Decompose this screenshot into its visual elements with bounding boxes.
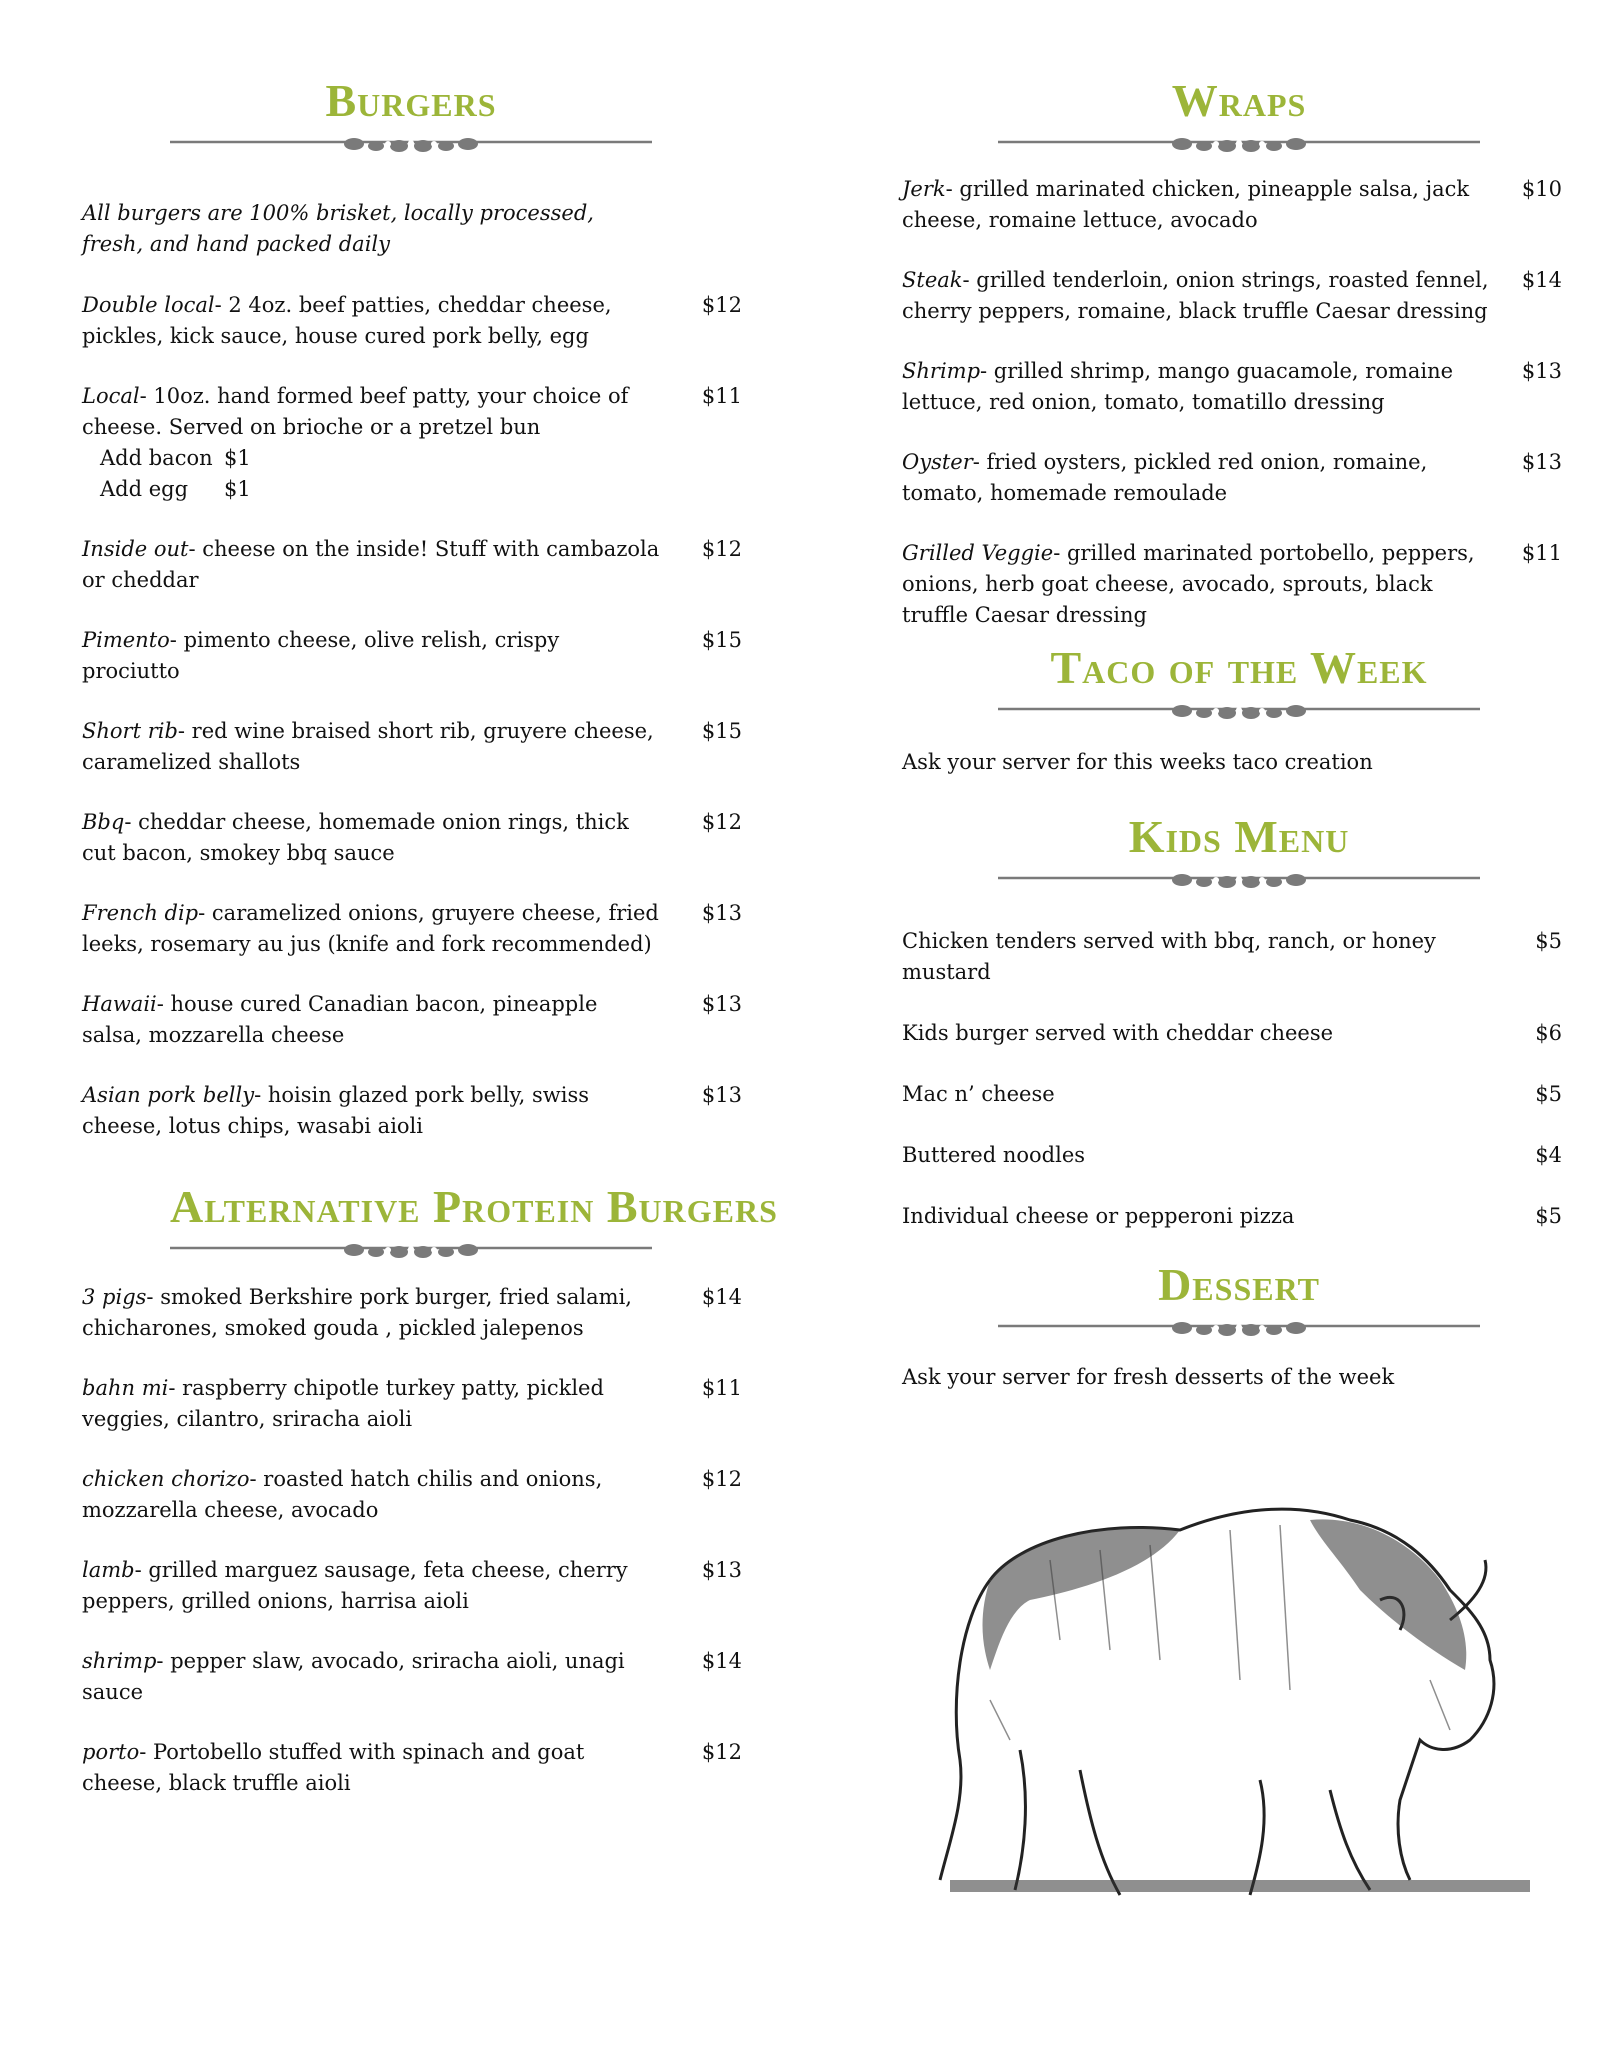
item-description xyxy=(82,1646,662,1708)
divider-ornament xyxy=(170,1238,652,1262)
addon-price: $1 xyxy=(224,446,251,470)
item-name: Steak xyxy=(902,268,963,292)
item-details: - 2 4oz. beef patties, cheddar cheese, pickles, kick sauce, house cured pork belly, egg xyxy=(82,293,612,348)
dessert-title: Dessert xyxy=(1158,1259,1320,1310)
dessert-text: Ask your server for fresh desserts of the week xyxy=(902,1365,1395,1389)
item-details: - caramelized onions, gruyere cheese, fried leeks, rosemary au jus (knife and fork recommended) xyxy=(82,901,659,956)
item-description xyxy=(82,716,662,778)
item-details: - 10oz. hand formed beef patty, your choice of cheese. Served on brioche or a pretzel bun xyxy=(82,384,629,439)
item-details: - grilled marguez sausage, feta cheese, cherry peppers, grilled onions, harrisa aioli xyxy=(82,1558,628,1613)
burgers-title: Burgers xyxy=(325,75,497,126)
dessert-header xyxy=(998,1259,1480,1340)
kids-list xyxy=(902,926,1562,1232)
item-details: - fried oysters, pickled red onion, romaine, tomato, homemade remoulade xyxy=(902,450,1428,505)
item-details: - pimento cheese, olive relish, crispy prociutto xyxy=(82,628,560,683)
item-name: chicken chorizo xyxy=(82,1467,250,1491)
item-name: Local xyxy=(82,384,140,408)
item-details: - red wine braised short rib, gruyere cheese, caramelized shallots xyxy=(82,719,654,774)
burgers-list xyxy=(82,290,742,1142)
wraps-list xyxy=(902,174,1562,631)
item-price: $15 xyxy=(701,628,742,652)
item-price: $14 xyxy=(701,1285,742,1309)
item-description xyxy=(82,1282,662,1344)
kids-item xyxy=(902,1140,1562,1171)
item-price: $10 xyxy=(1521,177,1562,201)
item-description xyxy=(902,538,1492,631)
kids-item-label: Buttered noodles xyxy=(902,1143,1086,1167)
burgers-item xyxy=(82,807,742,869)
item-details: - grilled tenderloin, onion strings, roasted fennel, cherry peppers, romaine, black truffle Caesar dressing xyxy=(902,268,1489,323)
item-price: $13 xyxy=(701,901,742,925)
item-details: - grilled shrimp, mango guacamole, romaine lettuce, red onion, tomato, tomatillo dressing xyxy=(902,359,1454,414)
item-price: $13 xyxy=(1521,450,1562,474)
item-price: $12 xyxy=(701,537,742,561)
item-price: $14 xyxy=(1521,268,1562,292)
alt-item xyxy=(82,1555,742,1617)
wraps-header xyxy=(998,75,1480,156)
item-details: - Portobello stuffed with spinach and goat cheese, black truffle aioli xyxy=(82,1740,585,1795)
burgers-item xyxy=(82,898,742,960)
item-description xyxy=(82,290,662,352)
item-details: - cheddar cheese, homemade onion rings, thick cut bacon, smokey bbq sauce xyxy=(82,810,629,865)
item-description xyxy=(82,898,662,960)
addon-row xyxy=(82,443,742,474)
item-details: - grilled marinated chicken, pineapple salsa, jack cheese, romaine lettuce, avocado xyxy=(902,177,1470,232)
item-price: $13 xyxy=(701,992,742,1016)
item-details: - raspberry chipotle turkey patty, pickled veggies, cilantro, sriracha aioli xyxy=(82,1376,604,1431)
item-price: $13 xyxy=(701,1558,742,1582)
kids-item xyxy=(902,1018,1562,1049)
item-description xyxy=(82,989,662,1051)
item-name: Pimento xyxy=(82,628,170,652)
burgers-intro: All burgers are 100% brisket, locally processed, fresh, and hand packed daily xyxy=(82,201,594,256)
item-price: $13 xyxy=(701,1083,742,1107)
burgers-item xyxy=(82,716,742,778)
item-price: $11 xyxy=(1521,541,1562,565)
item-description xyxy=(82,1464,662,1526)
kids-item xyxy=(902,926,1562,988)
divider-ornament xyxy=(998,132,1480,156)
item-name: 3 pigs xyxy=(82,1285,147,1309)
addon-row xyxy=(82,474,742,505)
item-description xyxy=(902,174,1492,236)
item-name: Short rib xyxy=(82,719,178,743)
item-price: $11 xyxy=(701,384,742,408)
item-description xyxy=(82,807,662,869)
item-name: French dip xyxy=(82,901,199,925)
item-details: - grilled marinated portobello, peppers, onions, herb goat cheese, avocado, sprouts, black truffle Caesar dressing xyxy=(902,541,1475,627)
alt-item xyxy=(82,1646,742,1708)
kids-item xyxy=(902,1079,1562,1110)
divider-ornament xyxy=(170,132,652,156)
item-name: Shrimp xyxy=(902,359,981,383)
bison-illustration xyxy=(930,1500,1530,1920)
item-description xyxy=(82,1373,662,1435)
item-name: Asian pork belly xyxy=(82,1083,255,1107)
burgers-item xyxy=(82,989,742,1051)
item-price: $13 xyxy=(1521,359,1562,383)
item-price: $15 xyxy=(701,719,742,743)
item-name: shrimp xyxy=(82,1649,157,1673)
item-details: - hoisin glazed pork belly, swiss cheese, lotus chips, wasabi aioli xyxy=(82,1083,589,1138)
right-column xyxy=(902,0,1562,1393)
divider-ornament xyxy=(998,1316,1480,1340)
item-name: bahn mi xyxy=(82,1376,169,1400)
left-column xyxy=(82,0,778,1799)
item-details: - roasted hatch chilis and onions, mozzarella cheese, avocado xyxy=(82,1467,603,1522)
kids-header xyxy=(998,811,1480,892)
item-details: - house cured Canadian bacon, pineapple salsa, mozzarella cheese xyxy=(82,992,598,1047)
addon-label: Add egg xyxy=(100,477,189,501)
item-details: - smoked Berkshire pork burger, fried salami, chicharones, smoked gouda , pickled jalepenos xyxy=(82,1285,632,1340)
wraps-item xyxy=(902,538,1562,631)
item-details: - cheese on the inside! Stuff with cambazola or cheddar xyxy=(82,537,660,592)
item-name: Grilled Veggie xyxy=(902,541,1054,565)
kids-item xyxy=(902,1201,1562,1232)
item-description xyxy=(902,356,1492,418)
kids-title: Kids Menu xyxy=(1128,811,1350,862)
burgers-item xyxy=(82,625,742,687)
item-name: Hawaii xyxy=(82,992,157,1016)
kids-item-price: $6 xyxy=(1535,1021,1562,1045)
kids-item-label: Chicken tenders served with bbq, ranch, or honey mustard xyxy=(902,929,1436,984)
burgers-item xyxy=(82,290,742,352)
burgers-item xyxy=(82,1080,742,1142)
divider-ornament xyxy=(998,699,1480,723)
item-price: $12 xyxy=(701,293,742,317)
kids-item-price: $5 xyxy=(1535,1204,1562,1228)
alt-item xyxy=(82,1737,742,1799)
item-description xyxy=(82,1737,662,1799)
item-price: $12 xyxy=(701,1467,742,1491)
alt-title: Alternative Protein Burgers xyxy=(170,1181,778,1232)
alt-header xyxy=(170,1181,778,1262)
kids-item-label: Kids burger served with cheddar cheese xyxy=(902,1021,1334,1045)
alt-item xyxy=(82,1373,742,1435)
divider-ornament xyxy=(998,868,1480,892)
kids-item-price: $5 xyxy=(1535,1082,1562,1106)
item-name: Oyster xyxy=(902,450,973,474)
addon-label: Add bacon xyxy=(100,446,213,470)
item-name: lamb xyxy=(82,1558,135,1582)
burgers-item xyxy=(82,534,742,596)
item-name: Double local xyxy=(82,293,215,317)
kids-item-price: $4 xyxy=(1535,1143,1562,1167)
taco-text: Ask your server for this weeks taco creation xyxy=(902,750,1373,774)
kids-item-label: Individual cheese or pepperoni pizza xyxy=(902,1204,1295,1228)
item-name: Inside out xyxy=(82,537,189,561)
wraps-item xyxy=(902,447,1562,509)
item-details: - pepper slaw, avocado, sriracha aioli, unagi sauce xyxy=(82,1649,625,1704)
wraps-item xyxy=(902,265,1562,327)
item-price: $14 xyxy=(701,1649,742,1673)
taco-title: Taco of the Week xyxy=(1050,642,1428,693)
taco-header xyxy=(998,642,1480,723)
item-description xyxy=(82,1080,662,1142)
kids-item-label: Mac n’ cheese xyxy=(902,1082,1055,1106)
burgers-header xyxy=(170,75,652,156)
burgers-item xyxy=(82,381,742,505)
item-description xyxy=(82,1555,662,1617)
alt-list xyxy=(82,1282,742,1799)
item-description xyxy=(902,447,1492,509)
item-price: $12 xyxy=(701,1740,742,1764)
item-name: Bbq xyxy=(82,810,125,834)
item-name: Jerk xyxy=(902,177,946,201)
alt-item xyxy=(82,1282,742,1344)
item-description xyxy=(82,625,662,687)
kids-item-price: $5 xyxy=(1535,929,1562,953)
item-price: $12 xyxy=(701,810,742,834)
item-description xyxy=(82,381,662,443)
wraps-title: Wraps xyxy=(1171,75,1307,126)
wraps-item xyxy=(902,356,1562,418)
addon-price: $1 xyxy=(224,477,251,501)
item-price: $11 xyxy=(701,1376,742,1400)
item-description xyxy=(82,534,662,596)
item-name: porto xyxy=(82,1740,140,1764)
item-description xyxy=(902,265,1492,327)
alt-item xyxy=(82,1464,742,1526)
wraps-item xyxy=(902,174,1562,236)
